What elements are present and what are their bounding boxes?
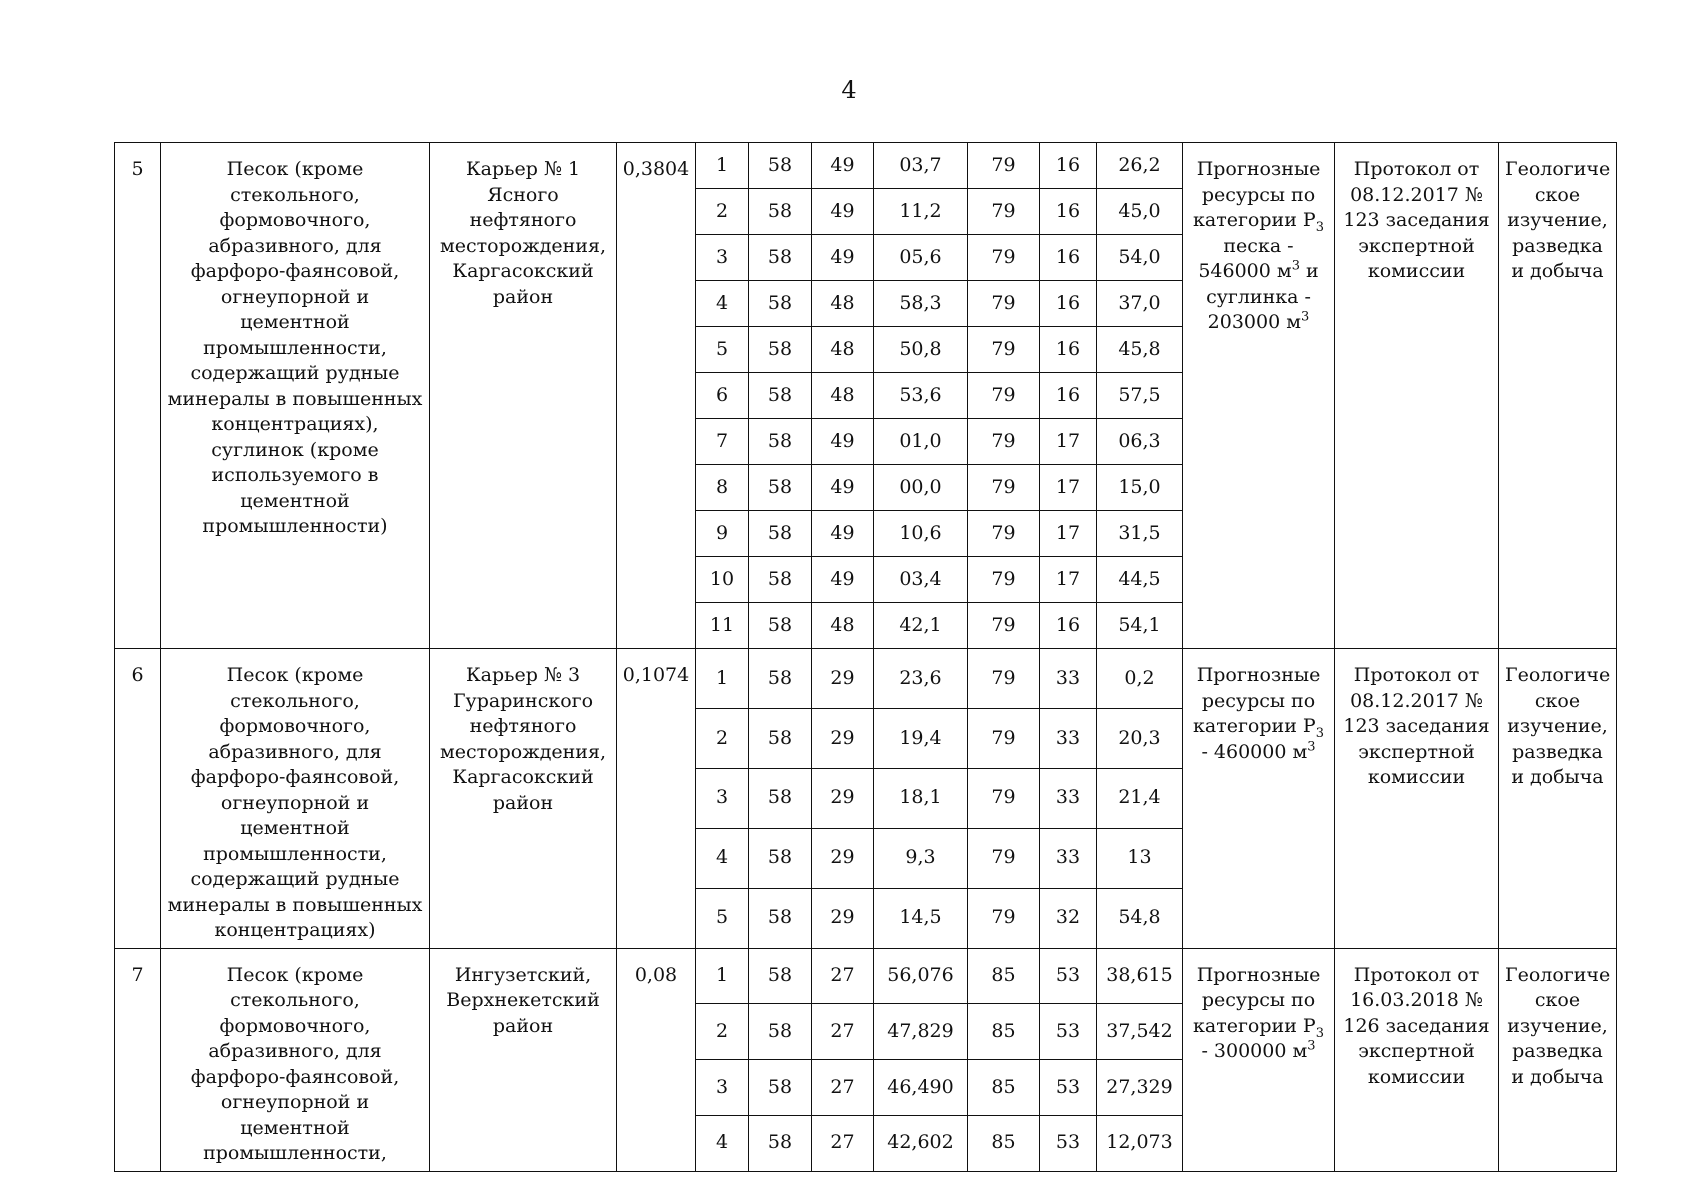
site-area: 0,1074 bbox=[617, 649, 696, 949]
coordinate-cell: 16 bbox=[1040, 373, 1097, 419]
coordinate-cell: 58 bbox=[749, 373, 812, 419]
row-number: 6 bbox=[115, 649, 161, 949]
coordinate-cell: 06,3 bbox=[1097, 419, 1183, 465]
coordinate-cell: 16 bbox=[1040, 327, 1097, 373]
coordinate-cell: 49 bbox=[812, 143, 874, 189]
coordinate-cell: 79 bbox=[968, 603, 1040, 649]
coordinate-cell: 45,8 bbox=[1097, 327, 1183, 373]
coordinate-cell: 79 bbox=[968, 708, 1040, 768]
coordinate-cell: 27 bbox=[812, 1060, 874, 1116]
coordinate-cell: 56,076 bbox=[874, 948, 968, 1004]
page-number: 4 bbox=[841, 76, 857, 104]
coordinate-cell: 58 bbox=[749, 419, 812, 465]
resources-text-part: - 300000 м bbox=[1201, 1040, 1308, 1062]
coordinate-cell: 53 bbox=[1040, 948, 1097, 1004]
coordinate-cell: 6 bbox=[696, 373, 749, 419]
coordinate-cell: 33 bbox=[1040, 649, 1097, 709]
coordinate-cell: 58 bbox=[749, 465, 812, 511]
coordinate-cell: 0,2 bbox=[1097, 649, 1183, 709]
coordinate-cell: 16 bbox=[1040, 189, 1097, 235]
coordinate-cell: 58 bbox=[749, 708, 812, 768]
usage-purpose: Геологиче ское изучение, разведка и добыча bbox=[1499, 649, 1617, 949]
coordinate-cell: 58 bbox=[749, 327, 812, 373]
mineral-type: Песок (кроме стекольного, формовочного, абразивного, для фарфоро-фаянсовой, огнеупорной и цементной промышленности, содержащий рудные минералы в повышенных концентрациях) bbox=[161, 649, 430, 949]
protocol-reference: Протокол от 08.12.2017 № 123 заседания экспертной комиссии bbox=[1335, 143, 1499, 649]
coordinate-cell: 79 bbox=[968, 143, 1040, 189]
coordinate-cell: 1 bbox=[696, 143, 749, 189]
coordinate-cell: 58 bbox=[749, 281, 812, 327]
site-location: Карьер № 3 Гураринского нефтяного месторождения, Каргасокский район bbox=[430, 649, 617, 949]
coordinate-cell: 3 bbox=[696, 235, 749, 281]
resources-text-part: 3 bbox=[1307, 739, 1316, 755]
coordinate-cell: 17 bbox=[1040, 465, 1097, 511]
coordinate-cell: 17 bbox=[1040, 419, 1097, 465]
coordinate-cell: 58 bbox=[749, 1004, 812, 1060]
row-number: 5 bbox=[115, 143, 161, 649]
table-row bbox=[115, 948, 1617, 1004]
coordinate-cell: 54,0 bbox=[1097, 235, 1183, 281]
coordinate-cell: 58 bbox=[749, 948, 812, 1004]
coordinate-cell: 48 bbox=[812, 327, 874, 373]
coordinate-cell: 85 bbox=[968, 948, 1040, 1004]
coordinate-cell: 4 bbox=[696, 828, 749, 888]
coordinate-cell: 58 bbox=[749, 557, 812, 603]
coordinate-cell: 29 bbox=[812, 828, 874, 888]
coordinate-cell: 49 bbox=[812, 465, 874, 511]
coordinate-cell: 16 bbox=[1040, 235, 1097, 281]
forecast-resources bbox=[1183, 143, 1335, 649]
coordinate-cell: 49 bbox=[812, 419, 874, 465]
mineral-type: Песок (кроме стекольного, формовочного, абразивного, для фарфоро-фаянсовой, огнеупорной и цементной промышленности, содержащий рудные минералы в повышенных концентрациях), суглинок (кроме используемого в цементной промышленности) bbox=[161, 143, 430, 649]
coordinate-cell: 53 bbox=[1040, 1115, 1097, 1171]
coordinate-cell: 45,0 bbox=[1097, 189, 1183, 235]
resources-text-part: - 460000 м bbox=[1201, 740, 1308, 763]
coordinate-cell: 2 bbox=[696, 189, 749, 235]
coordinate-cell: 38,615 bbox=[1097, 948, 1183, 1004]
mineral-type: Песок (кроме стекольного, формовочного, абразивного, для фарфоро-фаянсовой, огнеупорной и цементной промышленности, bbox=[161, 948, 430, 1171]
coordinate-cell: 10,6 bbox=[874, 511, 968, 557]
coordinate-cell: 79 bbox=[968, 281, 1040, 327]
coordinate-cell: 58,3 bbox=[874, 281, 968, 327]
coordinate-cell: 1 bbox=[696, 948, 749, 1004]
coordinate-cell: 79 bbox=[968, 465, 1040, 511]
resources-text-part: 3 bbox=[1291, 258, 1300, 274]
coordinate-cell: 58 bbox=[749, 235, 812, 281]
coordinate-cell: 37,542 bbox=[1097, 1004, 1183, 1060]
coordinate-cell: 31,5 bbox=[1097, 511, 1183, 557]
resources-text-part: 3 bbox=[1301, 309, 1310, 325]
site-location: Карьер № 1 Ясного нефтяного месторождения, Каргасокский район bbox=[430, 143, 617, 649]
coordinate-cell: 11 bbox=[696, 603, 749, 649]
coordinate-cell: 33 bbox=[1040, 828, 1097, 888]
coordinate-cell: 27,329 bbox=[1097, 1060, 1183, 1116]
coordinate-cell: 48 bbox=[812, 373, 874, 419]
coordinate-cell: 58 bbox=[749, 603, 812, 649]
coordinate-cell: 79 bbox=[968, 373, 1040, 419]
protocol-reference: Протокол от 16.03.2018 № 126 заседания экспертной комиссии bbox=[1335, 948, 1499, 1171]
coordinate-cell: 11,2 bbox=[874, 189, 968, 235]
coordinate-cell: 79 bbox=[968, 419, 1040, 465]
coordinate-cell: 20,3 bbox=[1097, 708, 1183, 768]
resources-text-part: 3 bbox=[1315, 725, 1324, 741]
coordinate-cell: 58 bbox=[749, 143, 812, 189]
protocol-reference: Протокол от 08.12.2017 № 123 заседания экспертной комиссии bbox=[1335, 649, 1499, 949]
coordinate-cell: 53 bbox=[1040, 1004, 1097, 1060]
coordinate-cell: 29 bbox=[812, 768, 874, 828]
coordinate-cell: 48 bbox=[812, 281, 874, 327]
coordinate-cell: 49 bbox=[812, 235, 874, 281]
subsoil-registry-table bbox=[114, 142, 1617, 1172]
coordinate-cell: 03,4 bbox=[874, 557, 968, 603]
coordinate-cell: 49 bbox=[812, 557, 874, 603]
row-number: 7 bbox=[115, 948, 161, 1171]
coordinate-cell: 47,829 bbox=[874, 1004, 968, 1060]
coordinate-cell: 29 bbox=[812, 888, 874, 948]
coordinate-cell: 57,5 bbox=[1097, 373, 1183, 419]
coordinate-cell: 27 bbox=[812, 948, 874, 1004]
coordinate-cell: 21,4 bbox=[1097, 768, 1183, 828]
coordinate-cell: 79 bbox=[968, 511, 1040, 557]
coordinate-cell: 79 bbox=[968, 888, 1040, 948]
coordinate-cell: 9,3 bbox=[874, 828, 968, 888]
coordinate-cell: 29 bbox=[812, 708, 874, 768]
coordinate-cell: 85 bbox=[968, 1004, 1040, 1060]
coordinate-cell: 23,6 bbox=[874, 649, 968, 709]
coordinate-cell: 16 bbox=[1040, 281, 1097, 327]
coordinate-cell: 58 bbox=[749, 828, 812, 888]
site-area: 0,08 bbox=[617, 948, 696, 1171]
coordinate-cell: 00,0 bbox=[874, 465, 968, 511]
table-row bbox=[115, 649, 1617, 709]
resources-text-part: Прогнозные ресурсы по категории Р bbox=[1193, 963, 1321, 1037]
coordinate-cell: 16 bbox=[1040, 143, 1097, 189]
coordinate-cell: 4 bbox=[696, 281, 749, 327]
coordinate-cell: 48 bbox=[812, 603, 874, 649]
coordinate-cell: 50,8 bbox=[874, 327, 968, 373]
coordinate-cell: 14,5 bbox=[874, 888, 968, 948]
coordinate-cell: 17 bbox=[1040, 557, 1097, 603]
coordinate-cell: 79 bbox=[968, 235, 1040, 281]
coordinate-cell: 27 bbox=[812, 1004, 874, 1060]
coordinate-cell: 58 bbox=[749, 1115, 812, 1171]
coordinate-cell: 85 bbox=[968, 1060, 1040, 1116]
coordinate-cell: 33 bbox=[1040, 768, 1097, 828]
coordinate-cell: 58 bbox=[749, 768, 812, 828]
coordinate-cell: 44,5 bbox=[1097, 557, 1183, 603]
coordinate-cell: 49 bbox=[812, 189, 874, 235]
coordinate-cell: 10 bbox=[696, 557, 749, 603]
coordinate-cell: 46,490 bbox=[874, 1060, 968, 1116]
coordinate-cell: 42,1 bbox=[874, 603, 968, 649]
coordinate-cell: 58 bbox=[749, 888, 812, 948]
coordinate-cell: 19,4 bbox=[874, 708, 968, 768]
forecast-resources bbox=[1183, 649, 1335, 949]
coordinate-cell: 26,2 bbox=[1097, 143, 1183, 189]
site-location: Ингузетский, Верхнекетский район bbox=[430, 948, 617, 1171]
resources-text-part: Прогнозные ресурсы по категории Р bbox=[1193, 664, 1321, 737]
coordinate-cell: 18,1 bbox=[874, 768, 968, 828]
coordinate-cell: 79 bbox=[968, 557, 1040, 603]
coordinate-cell: 79 bbox=[968, 189, 1040, 235]
coordinate-cell: 29 bbox=[812, 649, 874, 709]
coordinate-cell: 13 bbox=[1097, 828, 1183, 888]
coordinate-cell: 2 bbox=[696, 708, 749, 768]
coordinate-cell: 16 bbox=[1040, 603, 1097, 649]
resources-text-part: 3 bbox=[1315, 219, 1324, 235]
coordinate-cell: 37,0 bbox=[1097, 281, 1183, 327]
coordinate-cell: 53 bbox=[1040, 1060, 1097, 1116]
coordinate-cell: 85 bbox=[968, 1115, 1040, 1171]
coordinate-cell: 3 bbox=[696, 768, 749, 828]
usage-purpose: Геологиче ское изучение, разведка и добыча bbox=[1499, 948, 1617, 1171]
coordinate-cell: 5 bbox=[696, 888, 749, 948]
coordinate-cell: 58 bbox=[749, 511, 812, 557]
coordinate-cell: 54,1 bbox=[1097, 603, 1183, 649]
coordinate-cell: 4 bbox=[696, 1115, 749, 1171]
coordinate-cell: 1 bbox=[696, 649, 749, 709]
coordinate-cell: 53,6 bbox=[874, 373, 968, 419]
coordinate-cell: 42,602 bbox=[874, 1115, 968, 1171]
site-area: 0,3804 bbox=[617, 143, 696, 649]
coordinate-cell: 58 bbox=[749, 189, 812, 235]
coordinate-cell: 79 bbox=[968, 649, 1040, 709]
resources-text-part: и суглинка - 203000 м bbox=[1206, 260, 1319, 333]
coordinate-cell: 9 bbox=[696, 511, 749, 557]
coordinate-cell: 5 bbox=[696, 327, 749, 373]
coordinate-cell: 17 bbox=[1040, 511, 1097, 557]
resources-text-part: Прогнозные ресурсы по категории Р bbox=[1193, 158, 1321, 231]
coordinate-cell: 79 bbox=[968, 828, 1040, 888]
coordinate-cell: 03,7 bbox=[874, 143, 968, 189]
coordinate-cell: 8 bbox=[696, 465, 749, 511]
coordinate-cell: 32 bbox=[1040, 888, 1097, 948]
resources-text-part: 3 bbox=[1315, 1025, 1324, 1041]
coordinate-cell: 05,6 bbox=[874, 235, 968, 281]
coordinate-cell: 58 bbox=[749, 649, 812, 709]
coordinate-cell: 15,0 bbox=[1097, 465, 1183, 511]
coordinate-cell: 7 bbox=[696, 419, 749, 465]
coordinate-cell: 3 bbox=[696, 1060, 749, 1116]
usage-purpose: Геологиче ское изучение, разведка и добыча bbox=[1499, 143, 1617, 649]
coordinate-cell: 2 bbox=[696, 1004, 749, 1060]
resources-text-part: 3 bbox=[1307, 1038, 1316, 1054]
table-row bbox=[115, 143, 1617, 189]
coordinate-cell: 79 bbox=[968, 768, 1040, 828]
resources-text-part: песка - 546000 м bbox=[1198, 234, 1294, 282]
coordinate-cell: 49 bbox=[812, 511, 874, 557]
forecast-resources bbox=[1183, 948, 1335, 1171]
coordinate-cell: 01,0 bbox=[874, 419, 968, 465]
coordinate-cell: 58 bbox=[749, 1060, 812, 1116]
coordinate-cell: 79 bbox=[968, 327, 1040, 373]
coordinate-cell: 27 bbox=[812, 1115, 874, 1171]
coordinate-cell: 54,8 bbox=[1097, 888, 1183, 948]
coordinate-cell: 33 bbox=[1040, 708, 1097, 768]
coordinate-cell: 12,073 bbox=[1097, 1115, 1183, 1171]
